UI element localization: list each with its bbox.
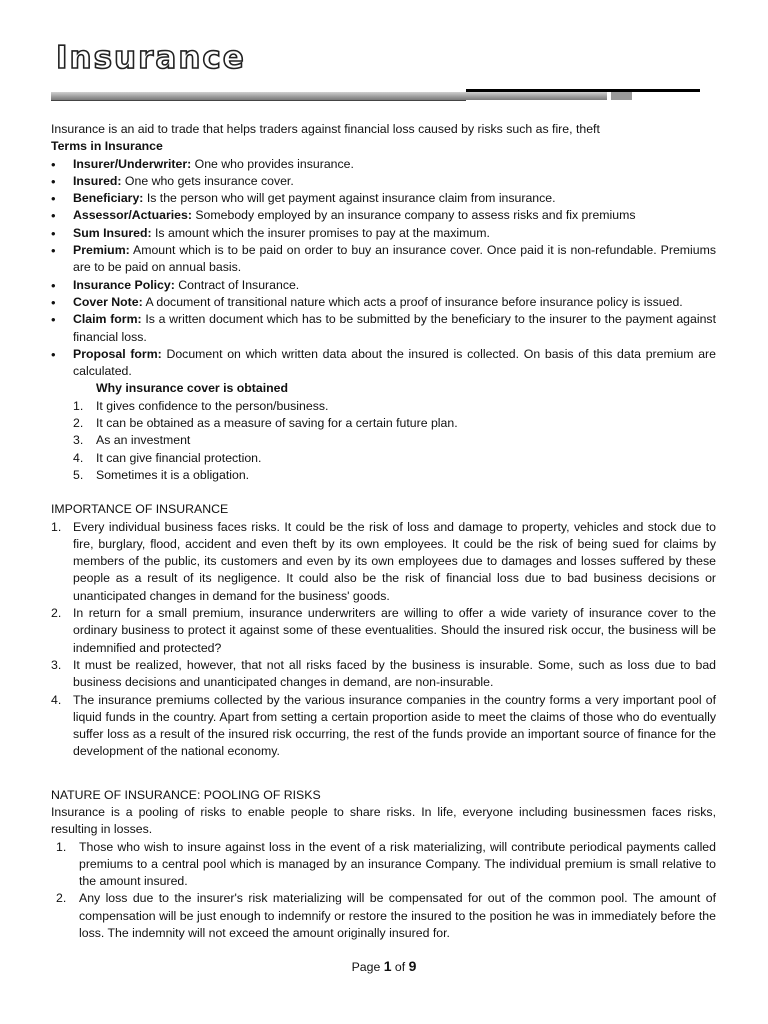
list-item: • Insured: One who gets insurance cover. — [51, 173, 294, 189]
intro-paragraph: Insurance is an aid to trade that helps traders against financial loss caused by risks such as fire, theft — [51, 122, 600, 136]
list-item: • Premium: Amount which is to be paid on order to buy an insurance cover. Once paid it is non-refundable. Premiums are to be paid on annual basis. — [51, 243, 716, 275]
list-item: • Insurer/Underwriter: One who provides insurance. — [51, 156, 354, 172]
why-heading: Why insurance cover is obtained — [96, 381, 289, 396]
list-item: 1. Those who wish to insure against loss in the event of a risk materializing, will contribute periodical payments called premiums to a central pool which is managed by an insurance Company. The individual premium is small relative to the amount insured. — [56, 839, 716, 889]
nature-list — [51, 839, 716, 943]
list-item: 1. Every individual business faces risks. It could be the risk of loss and damage to property, vehicles and stock due to fire, burglary, flood, accident and even theft by its own employees. It could be the risk of being sued for claims by members of the public, its customers and even by its own employees due to damages and losses suffered by these people as a result of its negligence. It could also be the risk of financial loss due to bad business decisions or unanticipated changes in demand for the business' goods. — [51, 519, 716, 603]
bullet-icon: • — [51, 312, 56, 328]
bullet-icon: • — [51, 346, 56, 362]
header-rule-underline — [51, 100, 466, 101]
list-item: 3. As an investment — [73, 433, 191, 448]
bullet-icon: • — [51, 243, 56, 259]
terms-list — [51, 156, 716, 381]
bullet-icon: • — [51, 277, 56, 293]
bullet-icon: • — [51, 208, 56, 224]
list-item: • Cover Note: A document of transitional nature which acts a proof of insurance before insurance policy is issued. — [51, 294, 683, 310]
list-item: 1. It gives confidence to the person/business. — [73, 398, 329, 413]
page-footer: Page 1 of 9 — [351, 958, 417, 974]
total-page-number: 9 — [408, 958, 417, 974]
list-item: • Sum Insured: Is amount which the insurer promises to pay at the maximum. — [51, 225, 490, 241]
header-rule-tab — [611, 92, 632, 100]
list-item: • Insurance Policy: Contract of Insurance. — [51, 277, 300, 293]
importance-list — [51, 519, 716, 761]
nature-heading: NATURE OF INSURANCE: POOLING OF RISKS — [51, 787, 321, 802]
list-item: 4. It can give financial protection. — [73, 450, 262, 465]
spacer — [51, 761, 716, 787]
list-item: 2. Any loss due to the insurer's risk materializing will be compensated for out of the common pool. The amount of compensation will be just enough to indemnify or restore the insured to the position he was in immediately before the loss. The indemnity will not exceed the amount originally insured for. — [56, 891, 716, 941]
list-item: 2. It can be obtained as a measure of saving for a certain future plan. — [73, 416, 458, 431]
list-item: • Proposal form: Document on which written data about the insured is collected. On basis of this data premium are calculated. — [51, 346, 716, 379]
bullet-icon: • — [51, 156, 56, 172]
bullet-icon: • — [51, 225, 56, 241]
current-page-number: 1 — [383, 958, 392, 974]
bullet-icon: • — [51, 173, 56, 189]
document-body — [51, 121, 716, 942]
list-item: • Beneficiary: Is the person who will get payment against insurance claim from insurance. — [51, 191, 556, 207]
list-item: 4. The insurance premiums collected by the various insurance companies in the country forms a very important pool of liquid funds in the country. Apart from setting a certain proportion aside to meet the claims of those who do eventually suffer loss as a result of the insured risk occurring, the rest of the funds provide an important source of finance for the development of the national economy. — [51, 692, 716, 759]
list-item: 5. Sometimes it is a obligation. — [73, 467, 250, 482]
list-item: • Claim form: Is a written document which has to be submitted by the beneficiary to the insurer to the payment against financial loss. — [51, 312, 716, 344]
why-list — [51, 398, 716, 484]
header-rule-bar — [51, 92, 607, 100]
list-item: 2. In return for a small premium, insurance underwriters are willing to offer a wide variety of insurance cover to the ordinary business to protect it against some of these eventualities. Should the insured risk occur, the business will be indemnified and protected? — [51, 606, 716, 655]
document-title: Insurance — [56, 40, 246, 76]
terms-heading: Terms in Insurance — [51, 139, 163, 154]
list-item: 3. It must be realized, however, that not all risks faced by the business is insurable. Some, such as loss due to bad business decisions and unanticipated changes in demand, are non-insurable. — [51, 657, 716, 690]
bullet-icon: • — [51, 294, 56, 310]
list-item: • Assessor/Actuaries: Somebody employed by an insurance company to assess risks and fix premiums — [51, 208, 636, 224]
spacer — [51, 484, 716, 501]
importance-heading: IMPORTANCE OF INSURANCE — [51, 502, 229, 517]
nature-intro: Insurance is a pooling of risks to enable people to share risks. In life, everyone including businessmen faces risks, resulting in losses. — [51, 804, 716, 837]
bullet-icon: • — [51, 191, 56, 207]
